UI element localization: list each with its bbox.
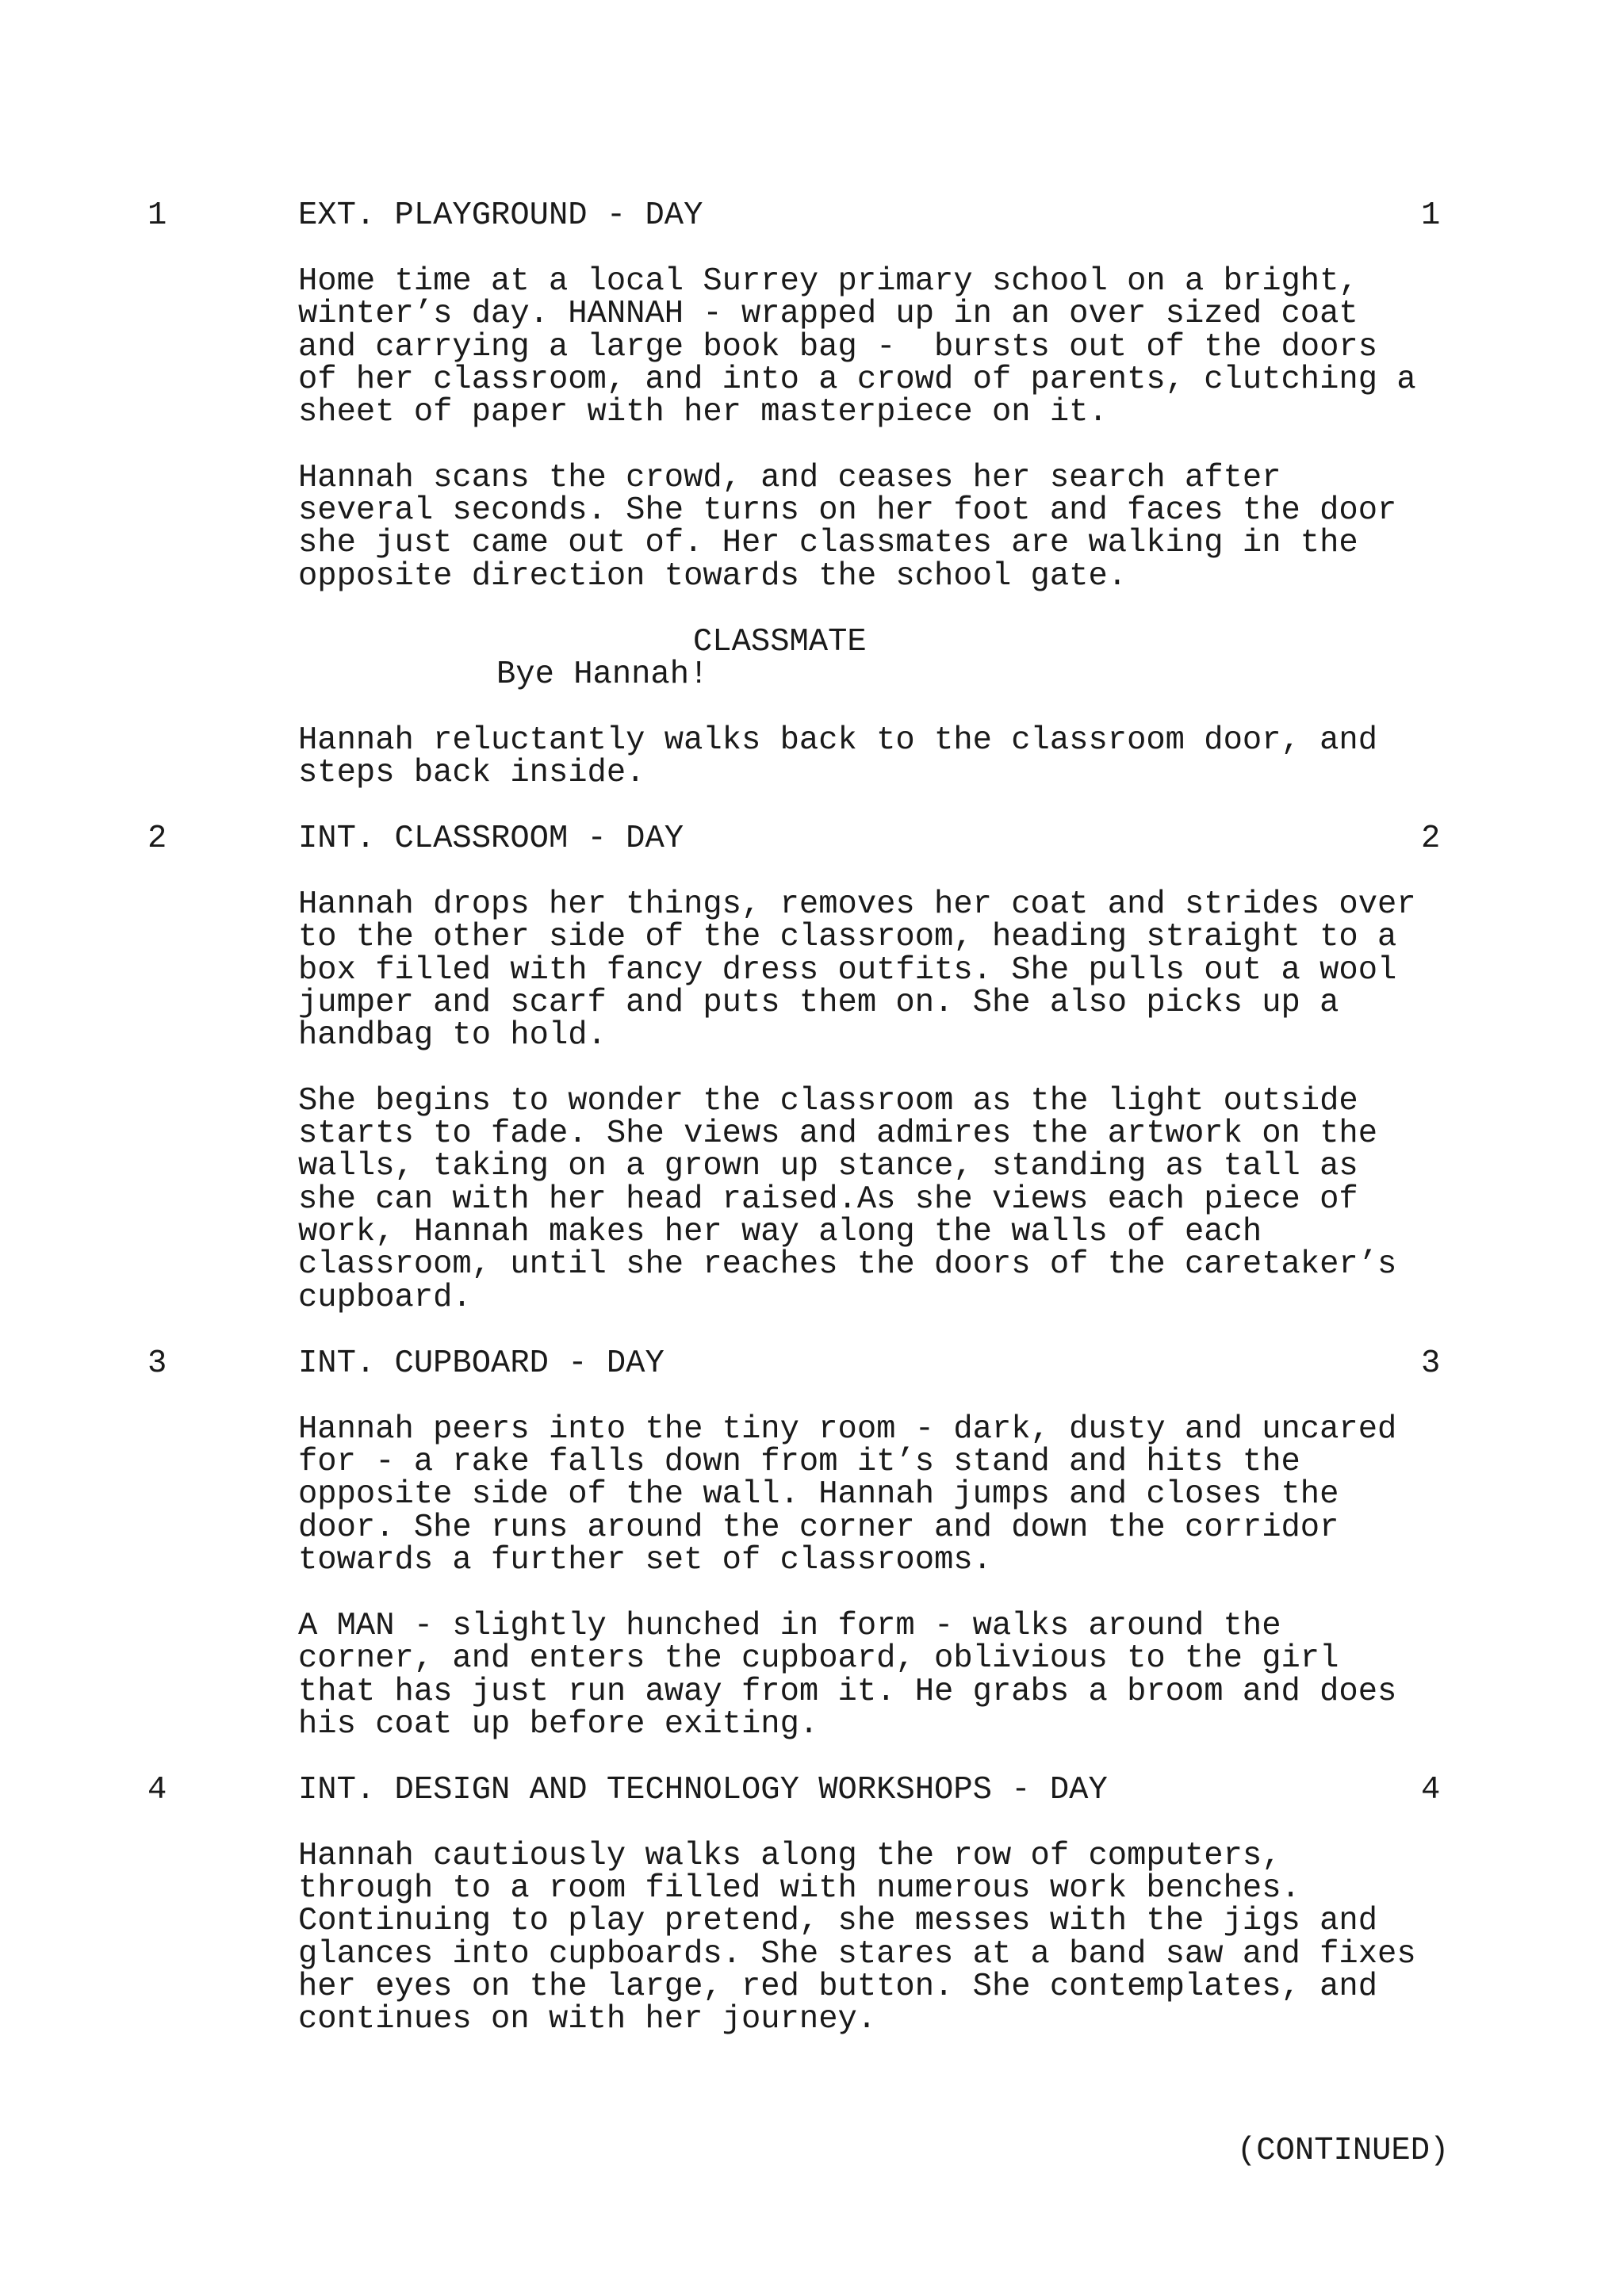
action-line: that has just run away from it. He grabs a broom and does [298,1674,1397,1710]
action-line: glances into cupboards. She stares at a band saw and fixes [298,1936,1416,1973]
scene-heading: INT. CLASSROOM - DAY [298,821,684,857]
action-line: she just came out of. Her classmates are walking in the [298,525,1358,561]
action-line: several seconds. She turns on her foot and faces the door [298,492,1397,529]
scene-heading: EXT. PLAYGROUND - DAY [298,197,703,234]
action-line: classroom, until she reaches the doors of the caretaker’s [298,1246,1397,1283]
action-line: winter’s day. HANNAH - wrapped up in an over sized coat [298,296,1358,332]
action-line: door. She runs around the corner and down the corridor [298,1510,1339,1546]
action-line: corner, and enters the cupboard, oblivious to the girl [298,1640,1339,1677]
scene-number-right: 3 [1421,1345,1441,1382]
action-line: She begins to wonder the classroom as the light outside [298,1083,1358,1119]
action-line: handbag to hold. [298,1017,607,1054]
scene-number-left: 2 [147,821,167,857]
scene-number-right: 1 [1421,197,1441,234]
scene-number-left: 1 [147,197,167,234]
action-line: Hannah reluctantly walks back to the classroom door, and [298,722,1378,759]
action-line: Home time at a local Surrey primary school on a bright, [298,263,1358,300]
scene-heading: INT. DESIGN AND TECHNOLOGY WORKSHOPS - DAY [298,1772,1108,1808]
action-line: walls, taking on a grown up stance, standing as tall as [298,1148,1358,1184]
dialogue-line: Bye Hannah! [496,656,709,693]
action-line: her eyes on the large, red button. She contemplates, and [298,1969,1378,2005]
action-line: continues on with her journey. [298,2001,877,2038]
action-line: to the other side of the classroom, heading straight to a [298,919,1397,955]
action-line: opposite side of the wall. Hannah jumps and closes the [298,1476,1339,1513]
action-line: and carrying a large book bag - bursts out of the doors [298,329,1378,365]
action-line: work, Hannah makes her way along the walls of each [298,1214,1262,1250]
action-line: towards a further set of classrooms. [298,1542,992,1578]
action-line: jumper and scarf and puts them on. She also picks up a [298,985,1339,1021]
scene-number-left: 3 [147,1345,167,1382]
action-line: Continuing to play pretend, she messes with the jigs and [298,1903,1378,1939]
action-line: Hannah scans the crowd, and ceases her search after [298,460,1281,496]
character-name: CLASSMATE [693,624,867,660]
action-line: A MAN - slightly hunched in form - walks around the [298,1608,1281,1644]
action-line: steps back inside. [298,755,645,791]
action-line: Hannah peers into the tiny room - dark, dusty and uncared [298,1411,1397,1448]
action-line: box filled with fancy dress outfits. She pulls out a wool [298,952,1397,989]
scene-number-left: 4 [147,1772,167,1808]
action-line: of her classroom, and into a crowd of parents, clutching a [298,362,1416,398]
action-line: for - a rake falls down from it’s stand and hits the [298,1444,1300,1480]
action-line: cupboard. [298,1280,472,1316]
scene-number-right: 4 [1421,1772,1441,1808]
scene-number-right: 2 [1421,821,1441,857]
action-line: through to a room filled with numerous work benches. [298,1870,1300,1907]
action-line: she can with her head raised.As she views each piece of [298,1181,1358,1218]
action-line: his coat up before exiting. [298,1706,819,1743]
continued-marker: (CONTINUED) [1237,2133,1450,2169]
action-line: starts to fade. She views and admires the artwork on the [298,1115,1378,1152]
action-line: sheet of paper with her masterpiece on it. [298,394,1108,430]
action-line: opposite direction towards the school gate. [298,558,1128,595]
action-line: Hannah drops her things, removes her coat and strides over [298,886,1416,923]
scene-heading: INT. CUPBOARD - DAY [298,1345,665,1382]
action-line: Hannah cautiously walks along the row of computers, [298,1838,1281,1874]
